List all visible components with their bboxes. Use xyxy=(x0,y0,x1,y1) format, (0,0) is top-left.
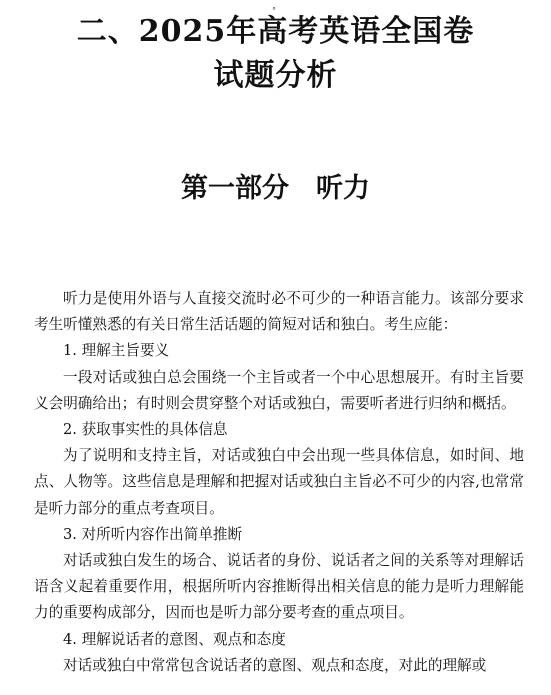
decorative-dot: ° xyxy=(272,6,276,15)
section-heading: 第一部分 听力 xyxy=(181,173,370,204)
page-title-line-1: 二、2025年高考英语全国卷 xyxy=(76,14,475,49)
item-3-heading: 3. 对所听内容作出简单推断 xyxy=(63,525,243,543)
item-4-heading: 4. 理解说话者的意图、观点和态度 xyxy=(63,630,286,648)
item-3-paragraph: 对话或独白发生的场合、说话者的身份、说话者之间的关系等对理解话语含义起着重要作用，根据所听内容推断得出相关信息的能力是听力理解能力的重要构成部分，因而也是听力部分要考查的重点项目。 xyxy=(34,552,524,622)
item-2-paragraph: 为了说明和支持主旨，对话或独白中会出现一些具体信息，如时间、地点、人物等。这些信息是理解和把握对话或独白主旨必不可少的内容,也常常是听力部分的重点考查项目。 xyxy=(34,447,524,517)
intro-paragraph: 听力是使用外语与人直接交流时必不可少的一种语言能力。该部分要求考生听懂熟悉的有关日常生活话题的简短对话和独白。考生应能： xyxy=(34,290,524,334)
item-1-heading: 1. 理解主旨要义 xyxy=(63,342,170,360)
item-2-heading: 2. 获取事实性的具体信息 xyxy=(63,421,228,439)
item-1-paragraph: 一段对话或独白总会围绕一个主旨或者一个中心思想展开。有时主旨要义会明确给出；有时则会贯穿整个对话或独白，需要听者进行归纳和概括。 xyxy=(34,368,524,412)
page-title-line-2: 试题分析 xyxy=(213,58,338,93)
body-text xyxy=(34,286,524,679)
item-4-paragraph: 对话或独白中常常包含说话者的意图、观点和态度，对此的理解或 xyxy=(63,656,487,674)
